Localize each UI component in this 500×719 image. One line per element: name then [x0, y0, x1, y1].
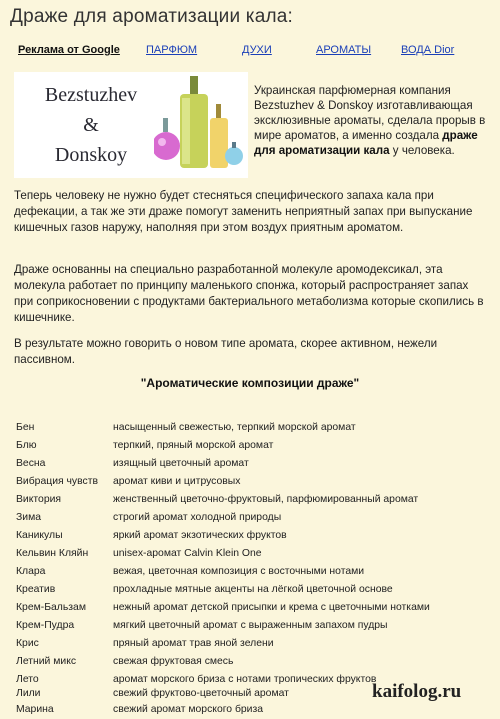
ad-link-aromaty[interactable]: АРОМАТЫ — [316, 44, 372, 56]
aroma-row — [16, 510, 496, 526]
paragraph-3: В результате можно говорить о новом типе аромата, скорее активном, нежели пассивном. — [14, 337, 438, 366]
aroma-name: Весна — [16, 458, 46, 469]
aroma-name: Крем-Пудра — [16, 620, 75, 631]
ad-links-bar — [0, 44, 500, 60]
aroma-description: аромат киви и цитрусовых — [113, 476, 241, 487]
aroma-name: Каникулы — [16, 530, 63, 541]
logo-line-3: Donskoy — [54, 144, 128, 166]
aroma-description: аромат морского бриза с нотами тропических фруктов — [113, 674, 377, 685]
aroma-description: unisex-аромат Calvin Klein One — [113, 548, 262, 559]
blue-flask — [225, 147, 243, 165]
intro-text-end: у человека. — [389, 144, 455, 157]
ad-link-voda-dior[interactable]: ВОДА Dior — [401, 44, 455, 56]
aroma-name: Клара — [16, 566, 46, 577]
aroma-row — [16, 564, 496, 580]
aroma-name: Лето — [16, 674, 39, 685]
aroma-row — [16, 474, 496, 490]
page-title: Драже для ароматизации кала: — [10, 6, 294, 27]
perfume-bottles-illustration — [154, 74, 246, 176]
aroma-description: нежный аромат детской присыпки и крема с цветочными нотками — [113, 602, 430, 613]
aroma-row — [16, 528, 496, 544]
aroma-row — [16, 492, 496, 508]
aroma-description: прохладные мятные акценты на лёгкой цветочной основе — [113, 584, 393, 595]
aroma-name: Крем-Бальзам — [16, 602, 86, 613]
bottle-neck — [190, 76, 198, 94]
logo-line-2: & — [83, 114, 99, 136]
aroma-name: Марина — [16, 704, 54, 715]
aroma-name: Лили — [16, 688, 41, 699]
aroma-description: строгий аромат холодной природы — [113, 512, 282, 523]
paragraph-2: Драже основанны на специально разработанной молекуле аромодексикал, эта молекула работает по принципу маленького спонжа, который распространяет запах при соприкосновении с продуктами бактериального метаболизма которые скопились в кишечнике. — [14, 263, 484, 324]
compositions-heading: "Ароматические композиции драже" — [140, 376, 360, 390]
site-watermark: kaifolog.ru — [372, 681, 462, 702]
yellow-bottle — [210, 118, 228, 168]
aroma-description: изящный цветочный аромат — [113, 458, 249, 469]
aroma-description: свежий аромат морского бриза — [113, 704, 264, 715]
intro-paragraph — [254, 83, 494, 158]
aroma-row — [16, 546, 496, 562]
aroma-row — [16, 618, 496, 634]
aroma-row — [16, 456, 496, 472]
aroma-row — [16, 600, 496, 616]
pink-flask — [154, 132, 180, 160]
intro-text-bold: драже для ароматизации кала — [254, 129, 478, 157]
aroma-name: Крис — [16, 638, 39, 649]
brand-logo-image — [14, 72, 248, 178]
aroma-description: вежая, цветочная композиция с восточными нотами — [113, 566, 365, 577]
aroma-description: мягкий цветочный аромат с выраженным запахом пудры — [113, 620, 388, 631]
aroma-name: Летний микс — [16, 656, 77, 667]
paragraph-1: Теперь человеку не нужно будет стесняться специфического запаха кала при дефекации, а так же эти драже помогут заменить неприятный запах при выпускание кишечных газов наружу, наполняя при этом воздух приятным ароматом. — [14, 189, 473, 234]
google-ads-link[interactable]: Реклама от Google — [18, 44, 120, 56]
aroma-row — [16, 654, 496, 670]
aroma-row — [16, 702, 496, 718]
logo-line-1: Bezstuzhev — [44, 84, 138, 106]
intro-text-start: Украинская парфюмерная компания Bezstuzhev & Donskoy изготавливающая эксклюзивные ароматы, сделала прорыв в мире ароматов, а именно создала — [254, 84, 486, 142]
aroma-name: Кельвин Кляйн — [16, 548, 89, 559]
ad-link-dukhi[interactable]: ДУХИ — [242, 44, 272, 56]
aroma-description: яркий аромат экзотических фруктов — [113, 530, 287, 541]
aroma-description: свежий фруктово-цветочный аромат — [113, 688, 289, 699]
ad-link-parfum[interactable]: ПАРФЮМ — [146, 44, 198, 56]
aroma-name: Зима — [16, 512, 42, 523]
aroma-description: насыщенный свежестью, терпкий морской аромат — [113, 422, 356, 433]
aroma-name: Бен — [16, 422, 35, 433]
aroma-description: терпкий, пряный морской аромат — [113, 440, 274, 451]
aroma-name: Виктория — [16, 494, 62, 505]
aroma-description: пряный аромат трав яной зелени — [113, 638, 274, 649]
aroma-name: Креатив — [16, 584, 56, 595]
aroma-description: свежая фруктовая смесь — [113, 656, 234, 667]
aroma-row — [16, 636, 496, 652]
aroma-name: Блю — [16, 440, 37, 451]
aroma-row — [16, 438, 496, 454]
aroma-row — [16, 420, 496, 436]
aroma-description: женственный цветочно-фруктовый, парфюмированный аромат — [113, 494, 419, 505]
aroma-name: Вибрация чувств — [16, 476, 98, 487]
brand-logo-text — [26, 80, 156, 170]
aroma-row — [16, 582, 496, 598]
